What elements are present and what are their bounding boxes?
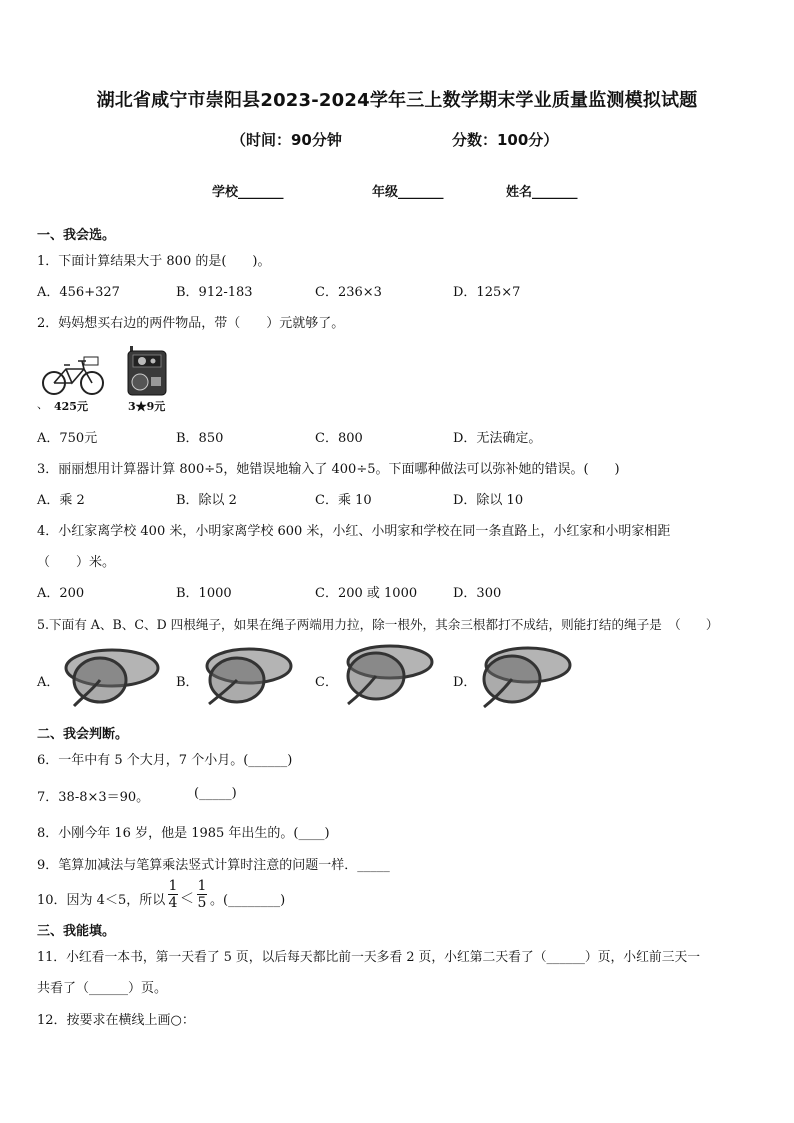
q3-option-b: B．除以 2	[176, 493, 237, 508]
q1-option-d: D．125×7	[453, 285, 521, 300]
question-11-cont: 共看了（______）页。	[37, 981, 168, 996]
question-5: 5.下面有 A、B、C、D 四根绳子，如果在绳子两端用力拉，除一根外，其余三根都打不成结，则能打结的绳子是 （ ）	[37, 617, 719, 632]
q4-option-a: A．200	[37, 586, 85, 601]
name-field: 姓名_______	[506, 185, 578, 200]
question-2: 2．妈妈想买右边的两件物品，带（ ）元就够了。	[37, 316, 345, 331]
fraction-denominator: 5	[197, 895, 207, 911]
question-3: 3．丽丽想用计算器计算 800÷5，她错误地输入了 400÷5。下面哪种做法可以弥补她的错误。( )	[37, 462, 620, 477]
q2-option-c: C．800	[315, 431, 363, 446]
section-2-heading: 二、我会判断。	[37, 727, 129, 742]
q3-option-a: A．乘 2	[37, 493, 85, 508]
fraction-one-fourth	[168, 878, 178, 911]
fraction-numerator: 1	[168, 878, 178, 894]
exam-time: （时间：90分钟	[231, 131, 342, 149]
q4-option-b: B．1000	[176, 586, 232, 601]
q4-option-c: C．200 或 1000	[315, 586, 418, 601]
bicycle-icon	[40, 355, 106, 397]
page-title: 湖北省咸宁市崇阳县2023-2024学年三上数学期末学业质量监测模拟试题	[96, 90, 698, 111]
fraction-numerator: 1	[197, 878, 207, 894]
fraction-denominator: 4	[168, 895, 178, 911]
comma-mark: 、	[37, 398, 48, 411]
q7-blank: (_____)	[194, 786, 237, 801]
q4-option-d: D．300	[453, 586, 502, 601]
question-4: 4．小红家离学校 400 米，小明家离学校 600 米，小红、小明家和学校在同一条直路上，小红家和小明家相距	[37, 524, 671, 539]
question-10: 10．因为 4＜5，所以	[37, 893, 166, 908]
school-field: 学校_______	[212, 185, 284, 200]
less-than-sign: ＜	[180, 891, 194, 907]
q5-option-a: A．	[37, 675, 60, 690]
rope-d-icon	[476, 643, 572, 711]
question-4-cont: （ ）米。	[37, 555, 116, 570]
q5-option-d: D．	[453, 675, 477, 690]
q5-option-c: C．	[315, 675, 338, 690]
bike-price: 425元	[54, 400, 88, 413]
radio-price: 3★9元	[128, 400, 166, 413]
rope-c-icon	[342, 642, 434, 710]
q2-option-d: D．无法确定。	[453, 431, 542, 446]
question-1: 1．下面计算结果大于 800 的是( )。	[37, 254, 271, 269]
section-3-heading: 三、我能填。	[37, 924, 116, 939]
radio-icon	[127, 346, 167, 396]
q1-option-c: C．236×3	[315, 285, 382, 300]
q10-blank: 。(________)	[210, 893, 286, 908]
question-6: 6．一年中有 5 个大月，7 个小月。(______)	[37, 753, 293, 768]
question-9: 9．笔算加减法与笔算乘法竖式计算时注意的问题一样．_____	[37, 858, 390, 873]
rope-b-icon	[203, 644, 293, 710]
exam-score: 分数：100分）	[452, 131, 559, 149]
q1-option-a: A．456+327	[37, 285, 120, 300]
q3-option-c: C．乘 10	[315, 493, 372, 508]
rope-a-icon	[64, 644, 162, 710]
q3-option-d: D．除以 10	[453, 493, 524, 508]
question-11: 11．小红看一本书，第一天看了 5 页，以后每天都比前一天多看 2 页，小红第二天看了（______）页，小红前三天一	[37, 950, 701, 965]
section-1-heading: 一、我会选。	[37, 228, 116, 243]
q1-option-b: B．912-183	[176, 285, 253, 300]
q2-option-b: B．850	[176, 431, 224, 446]
question-12: 12．按要求在横线上画○：	[37, 1013, 195, 1028]
question-8: 8．小刚今年 16 岁，他是 1985 年出生的。(____)	[37, 826, 330, 841]
question-7: 7．38-8×3＝90。	[37, 790, 150, 805]
fraction-one-fifth	[197, 878, 207, 911]
q2-option-a: A．750元	[37, 431, 98, 446]
grade-field: 年级_______	[372, 185, 444, 200]
q5-option-b: B．	[176, 675, 199, 690]
